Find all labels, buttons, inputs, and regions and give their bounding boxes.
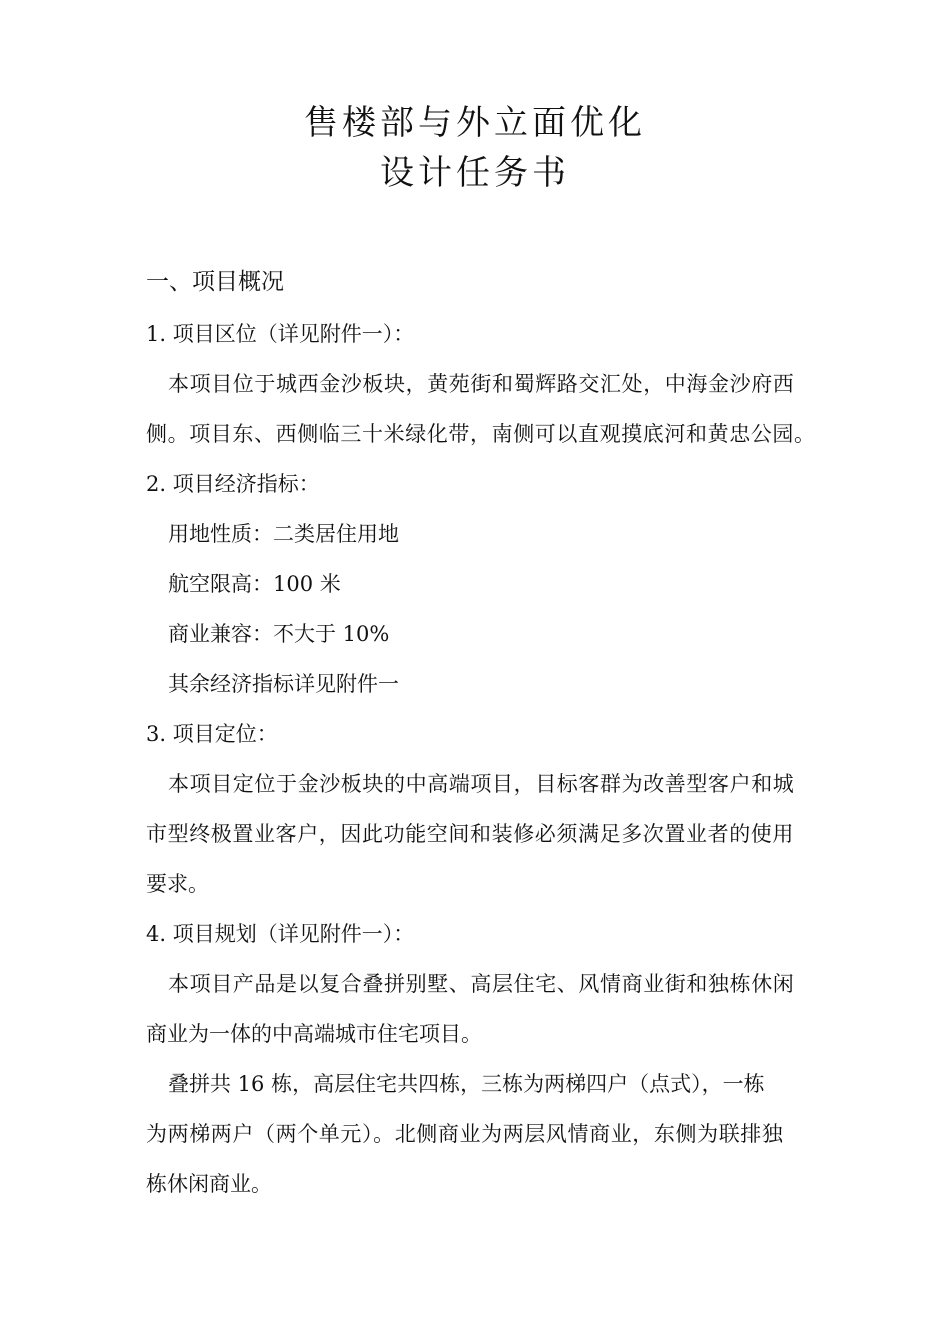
document-title-line2: 设计任务书 [380,153,570,193]
planning-paragraph2-line3: 栋休闲商业。 [146,1172,272,1196]
section-heading-project-overview: 一、项目概况 [146,269,284,295]
planning-paragraph1-line1: 本项目产品是以复合叠拼别墅、高层住宅、风情商业街和独栋休闲 [168,972,795,996]
item-heading-positioning: 3. 项目定位： [146,722,278,746]
planning-paragraph2-line2: 为两梯两户（两个单元）。北侧商业为两层风情商业，东侧为联排独 [146,1122,784,1146]
height-limit-text: 航空限高：100 米 [168,572,341,596]
land-use-text: 用地性质：二类居住用地 [168,522,399,546]
planning-paragraph1-line2: 商业为一体的中高端城市住宅项目。 [146,1022,482,1046]
commercial-ratio-text: 商业兼容：不大于 10% [168,622,390,646]
item-heading-economic-indicators: 2. 项目经济指标： [146,472,320,496]
location-paragraph-line2: 侧。项目东、西侧临三十米绿化带，南侧可以直观摸底河和黄忠公园。 [146,422,816,446]
positioning-paragraph-line3: 要求。 [146,872,209,896]
other-indicators-text: 其余经济指标详见附件一 [168,672,399,696]
positioning-paragraph-line1: 本项目定位于金沙板块的中高端项目，目标客群为改善型客户和城 [168,772,795,796]
location-paragraph-line1: 本项目位于城西金沙板块，黄苑街和蜀辉路交汇处，中海金沙府西 [168,372,795,396]
item-heading-location: 1. 项目区位（详见附件一）： [146,322,415,346]
planning-paragraph2-line1: 叠拼共 16 栋，高层住宅共四栋，三栋为两梯四户（点式），一栋 [168,1072,765,1096]
positioning-paragraph-line2: 市型终极置业客户，因此功能空间和装修必须满足多次置业者的使用 [146,822,794,846]
item-heading-planning: 4. 项目规划（详见附件一）： [146,922,415,946]
document-title-line1: 售楼部与外立面优化 [304,103,646,143]
